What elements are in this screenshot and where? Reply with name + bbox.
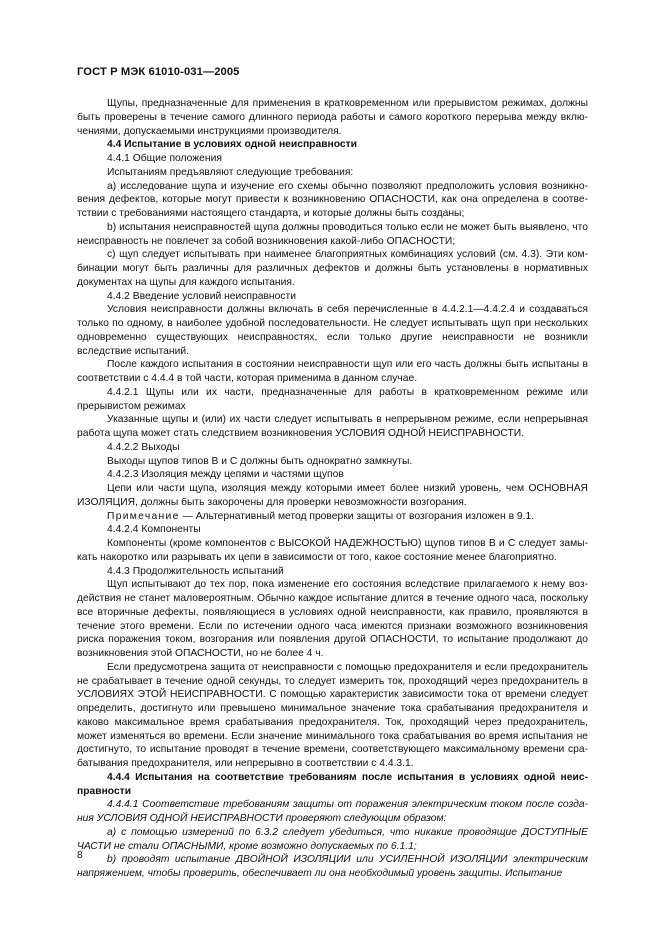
page-header: ГОСТ Р МЭК 61010-031—2005: [77, 66, 240, 78]
paragraph: 4.4.4.1 Соответствие требованиям защиты от поражения электрическим током после создания УСЛОВИЯ ОДНОЙ НЕИСПРАВНОСТИ проверяют следующим образом:: [77, 799, 588, 824]
paragraph: Испытаниям предъявляют следующие требования:: [107, 166, 354, 178]
list-item: c) щуп следует испытывать при наименее благоприятных комбинациях условий (см. 4.3). Эти комбинации могут быть различны для различных дефектов и должны быть установлены в нормативных документах на щупы для каждого испытания.: [77, 249, 588, 288]
section-heading: 4.4.4 Испытания на соответствие требованиям после испытания в условиях одной неисправности: [77, 771, 588, 797]
page-number: 8: [77, 850, 83, 861]
paragraph: Компоненты (кроме компонентов с ВЫСОКОЙ НАДЕЖНОСТЬЮ) щупов типов В и С следует замыкать накоротко или разрывать их цепи в зависимости от того, какое состояние менее благоприятно.: [77, 538, 588, 563]
document-body: [77, 97, 588, 881]
paragraph: Указанные щупы и (или) их части следует испытывать в непрерывном режиме, если непрерывная работа щупа может стать следствием возникновения УСЛОВИЯ ОДНОЙ НЕИСПРАВНОСТИ.: [77, 414, 588, 439]
paragraph: Щуп испытывают до тех пор, пока изменение его состояния вследствие прилагаемого к нему воздействия не станет маловероятным. Обычно каждое испытание длится в течение одного часа, поскольку все вторичные дефекты, появляющиеся в условиях одной неисправности, как правило, проявляются в течение этого времени. Если по истечении одного часа имеются признаки возможного возникновения риска поражения током, возгорания или появления другой ОПАСНОСТИ, то испытание продолжают до возникновения этой ОПАСНОСТИ, но не более 4 ч.: [77, 579, 588, 659]
note-text: — Альтернативный метод проверки защиты от возгорания изложен в 9.1.: [179, 510, 535, 522]
paragraph: Щупы, предназначенные для применения в кратковременном или прерывистом режимах, должны быть проверены в течение самого длинного периода работы и самого короткого перерыва между включениями, допускаемыми инструкциями производителя.: [77, 98, 588, 137]
paragraph: После каждого испытания в состоянии неисправности щуп или его часть должны быть испытаны в соответствии с 4.4.4 в той части, которая применима в данном случае.: [77, 359, 588, 384]
subsection-heading: 4.4.3 Продолжительность испытаний: [107, 565, 284, 577]
paragraph: Если предусмотрена защита от неисправности с помощью предохранителя и если предохранитель не срабатывает в течение одной секунды, то следует измерить ток, проходящий через предохранитель в УСЛОВИЯХ ЭТОЙ НЕИСПРАВНОСТИ. С помощью характеристик зависимости тока от времени следует определить, достигнуто или превышено минимальное значение тока срабатывания предохранителя и каково максимальное время срабатывания предохранителя. Ток, проходящий через предохранитель, может изменяться во времени. Если значение минимального тока срабатывания во время испытания не достигнуто, то испытание проводят в течение времени, соответствующего максимальному времени срабатывания предохранителя, или непрерывно в соответствии с 4.4.3.1.: [77, 661, 588, 769]
subsection-heading: 4.4.2 Введение условий неисправности: [107, 290, 296, 302]
subsection-heading: 4.4.2.4 Компоненты: [107, 524, 201, 536]
list-item: b) проводят испытание ДВОЙНОЙ ИЗОЛЯЦИИ или УСИЛЕННОЙ ИЗОЛЯЦИИ электрическим напряжением, чтобы проверить, обеспечивает ли она необходимый уровень защиты. Испытание: [77, 854, 588, 879]
list-item: a) с помощью измерений по 6.3.2 следует убедиться, что никакие проводящие ДОСТУПНЫЕ ЧАСТИ не стали ОПАСНЫМИ, кроме возможно допускаемых по 6.1.1;: [77, 826, 588, 852]
paragraph: Условия неисправности должны включать в себя перечисленные в 4.4.2.1—4.4.2.4 и создаваться только по одному, в наиболее удобной последовательности. Не следует испытывать щуп при нескольких одновременно существующих неисправностях, если только другие неисправности не возникли вследствие испытаний.: [77, 304, 588, 357]
note: [77, 510, 588, 524]
subsection-heading: 4.4.2.3 Изоляция между цепями и частями щупов: [107, 469, 344, 481]
paragraph: Выходы щупов типов В и С должны быть однократно замкнуты.: [107, 455, 413, 467]
section-heading: 4.4 Испытание в условиях одной неисправности: [107, 139, 357, 151]
list-item: a) исследование щупа и изучение его схемы обычно позволяют предположить условия возникновения дефектов, которые могут привести к возникновению ОПАСНОСТИ, как она определена в соответствии с требованиями настоящего стандарта, и которые должны быть созданы;: [77, 180, 588, 219]
subsection-heading: 4.4.1 Общие положения: [107, 153, 222, 164]
subsection-heading: 4.4.2.1 Щупы или их части, предназначенные для работы в кратковременном режиме или прерывистом режимах: [77, 386, 588, 412]
list-item: b) испытания неисправностей щупа должны проводиться только если не может быть выявлено, что неисправность не повлечет за собой возникновения какой-либо ОПАСНОСТИ;: [77, 221, 588, 247]
note-label: Примечание: [107, 510, 180, 522]
paragraph: Цепи или части щупа, изоляция между которыми имеет более низкий уровень, чем ОСНОВНАЯ ИЗОЛЯЦИЯ, должны быть закорочены для проверки невозможности возгорания.: [77, 483, 588, 508]
subsection-heading: 4.4.2.2 Выходы: [107, 441, 180, 453]
